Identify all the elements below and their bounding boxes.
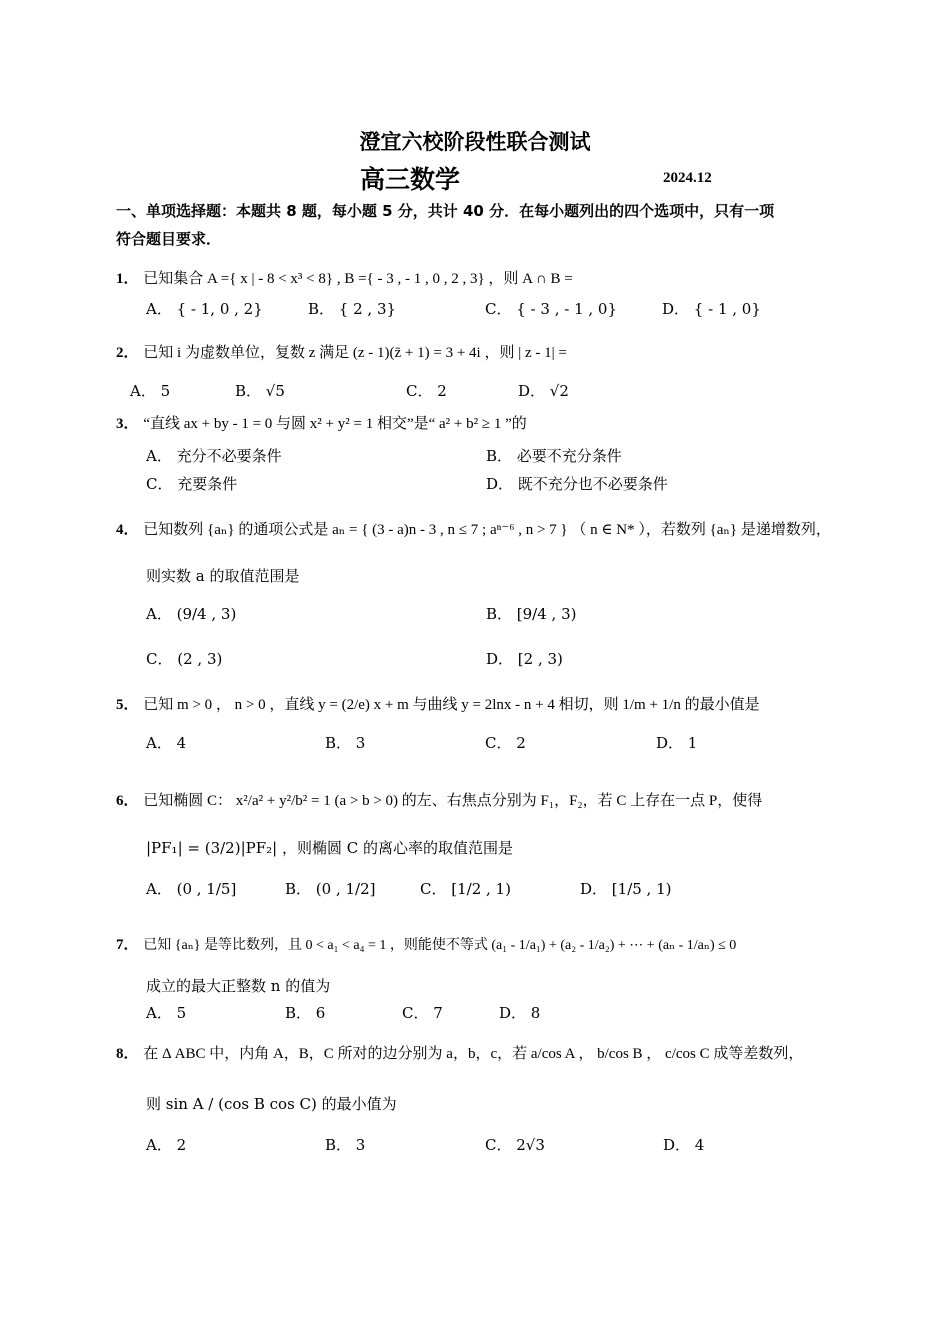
question-stem: 已知 {aₙ} 是等比数列，且 0 < a₁ < a₄ = 1 ，则能使不等式 (a₁ - 1/a₁) + (a₂ - 1/a₂) + ⋯ + (aₙ - 1/aₙ) ≤ 0 xyxy=(143,938,737,953)
question-4-cont: 则实数 a 的取值范围是 xyxy=(146,567,300,585)
question-stem: 已知椭圆 C： x²/a² + y²/b² = 1 (a > b > 0) 的左、右焦点分别为 F₁，F₂，若 C 上存在一点 P，使得 xyxy=(143,793,763,809)
section-heading-line1: 一、单项选择题：本题共 8 题，每小题 5 分，共计 40 分．在每小题列出的四个选项中，只有一项 xyxy=(116,202,775,220)
question-number: 1． xyxy=(116,271,139,287)
question-number: 2． xyxy=(116,345,139,361)
q2-option-a: A． 5 xyxy=(130,382,171,400)
question-number: 6． xyxy=(116,793,139,809)
question-stem: 在 Δ ABC 中，内角 A，B，C 所对的边分别为 a，b，c，若 a/cos A ， b/cos B ， c/cos C 成等差数列， xyxy=(143,1046,804,1062)
q2-option-c: C． 2 xyxy=(406,382,447,400)
q3-option-d: D． 既不充分也不必要条件 xyxy=(486,475,668,493)
q5-option-b: B． 3 xyxy=(325,734,366,752)
question-4 xyxy=(116,519,831,540)
q8-option-b: B． 3 xyxy=(325,1136,366,1154)
question-stem: 已知 i 为虚数单位，复数 z 满足 (z - 1)(z̄ + 1) = 3 + 4i ，则 | z - 1| = xyxy=(143,345,567,361)
q1-option-b: B． { 2 , 3} xyxy=(308,300,397,318)
question-7 xyxy=(116,934,736,956)
section-heading-line2: 符合题目要求． xyxy=(116,230,222,248)
q8-option-c: C． 2√3 xyxy=(485,1136,545,1154)
question-6-cont: |PF₁| = (3/2)|PF₂| ，则椭圆 C 的离心率的取值范围是 xyxy=(146,839,513,857)
exam-date: 2024.12 xyxy=(663,170,712,186)
q6-option-c: C． [1/2 , 1) xyxy=(420,880,511,898)
exam-subject: 高三数学 xyxy=(360,165,461,194)
q6-option-a: A． (0 , 1/5] xyxy=(146,880,237,898)
question-stem: 已知集合 A ={ x | - 8 < x³ < 8} , B ={ - 3 , - 1 , 0 , 2 , 3} ，则 A ∩ B = xyxy=(143,271,573,287)
q7-option-a: A． 5 xyxy=(146,1004,187,1022)
question-stem: 已知数列 {aₙ} 的通项公式是 aₙ = { (3 - a)n - 3 , n ≤ 7 ; aⁿ⁻⁶ , n > 7 } （ n ∈ N* ），若数列 {aₙ} 是递增数列， xyxy=(143,522,831,538)
q8-option-a: A． 2 xyxy=(146,1136,187,1154)
question-2 xyxy=(116,342,567,363)
question-7-cont: 成立的最大正整数 n 的值为 xyxy=(146,977,331,995)
q4-option-d: D． [2 , 3) xyxy=(486,650,563,668)
q5-option-d: D． 1 xyxy=(656,734,698,752)
q7-option-d: D． 8 xyxy=(499,1004,541,1022)
q6-option-b: B． (0 , 1/2] xyxy=(285,880,376,898)
question-5 xyxy=(116,694,760,715)
question-1 xyxy=(116,268,573,289)
q4-option-b: B． [9/4 , 3) xyxy=(486,605,577,623)
question-8-cont: 则 sin A / (cos B cos C) 的最小值为 xyxy=(146,1095,397,1113)
question-stem: 已知 m > 0 ， n > 0 ，直线 y = (2/e) x + m 与曲线 y = 2lnx - n + 4 相切，则 1/m + 1/n 的最小值是 xyxy=(143,697,760,713)
question-8 xyxy=(116,1043,803,1064)
exam-title: 澄宜六校阶段性联合测试 xyxy=(359,130,591,154)
question-number: 3． xyxy=(116,416,139,432)
q1-option-a: A． { - 1, 0 , 2} xyxy=(146,300,263,318)
q4-option-c: C． (2 , 3) xyxy=(146,650,223,668)
q1-option-d: D． { - 1 , 0} xyxy=(662,300,761,318)
q5-option-a: A． 4 xyxy=(146,734,187,752)
question-number: 8． xyxy=(116,1046,139,1062)
q7-option-b: B． 6 xyxy=(285,1004,326,1022)
q3-option-a: A． 充分不必要条件 xyxy=(146,447,282,465)
q7-option-c: C． 7 xyxy=(402,1004,443,1022)
q1-option-c: C． { - 3 , - 1 , 0} xyxy=(485,300,618,318)
q3-option-c: C． 充要条件 xyxy=(146,475,238,493)
q4-option-a: A． (9/4 , 3) xyxy=(146,605,237,623)
q2-option-d: D． √2 xyxy=(518,382,569,400)
question-number: 7． xyxy=(116,937,139,953)
q2-option-b: B． √5 xyxy=(235,382,285,400)
q6-option-d: D． [1/5 , 1) xyxy=(580,880,672,898)
question-stem: “直线 ax + by - 1 = 0 与圆 x² + y² = 1 相交”是“ a² + b² ≥ 1 ”的 xyxy=(143,416,527,432)
q3-option-b: B． 必要不充分条件 xyxy=(486,447,622,465)
q8-option-d: D． 4 xyxy=(663,1136,705,1154)
question-3 xyxy=(116,413,527,434)
question-number: 4． xyxy=(116,522,139,538)
q5-option-c: C． 2 xyxy=(485,734,526,752)
question-6 xyxy=(116,790,762,811)
question-number: 5． xyxy=(116,697,139,713)
